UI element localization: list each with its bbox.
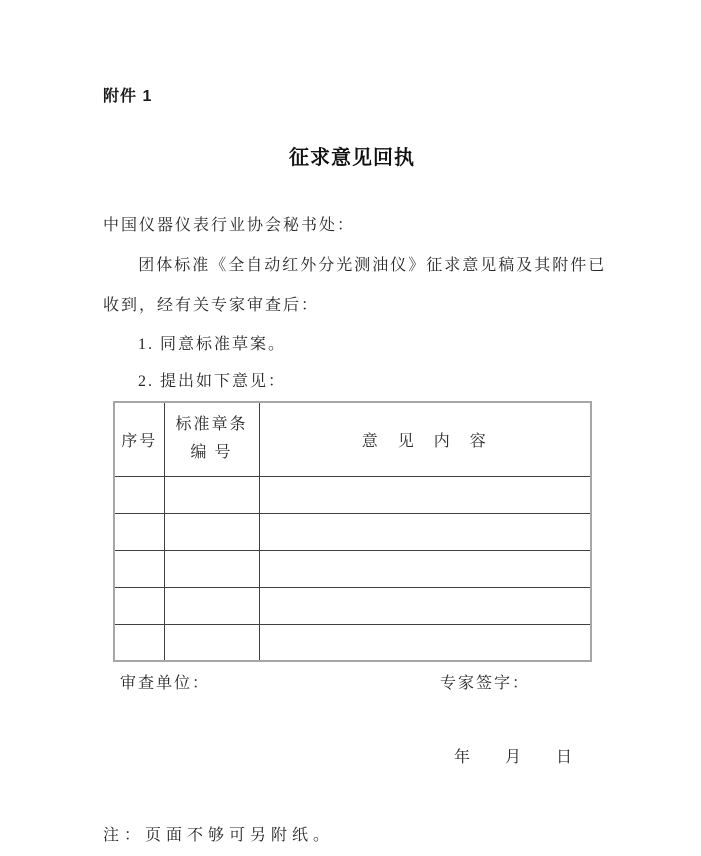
table-cell — [259, 587, 591, 624]
table-cell — [114, 587, 164, 624]
table-row — [114, 513, 591, 550]
header-serial-number: 序号 — [114, 402, 164, 476]
review-unit-label: 审查单位： — [120, 675, 211, 692]
header-clause-line2: 编 号 — [190, 444, 233, 462]
opinion-table-body — [114, 476, 591, 661]
header-opinion-content: 意 见 内 容 — [259, 402, 591, 476]
header-clause-line1: 标准章条 — [175, 416, 248, 434]
footnote: 注：页面不够可另附纸。 — [103, 827, 335, 844]
table-cell — [259, 550, 591, 587]
list-item-propose-opinions: 2. 提出如下意见： — [138, 373, 287, 390]
header-clause-number — [164, 402, 259, 476]
table-row — [114, 550, 591, 587]
table-cell — [164, 550, 259, 587]
opinion-table — [113, 401, 592, 662]
attachment-label: 附件 1 — [103, 88, 153, 105]
list-item-agree-draft: 1. 同意标准草案。 — [138, 336, 287, 353]
table-cell — [114, 476, 164, 513]
table-row — [114, 624, 591, 661]
table-cell — [114, 550, 164, 587]
expert-signature-label: 专家签字： — [439, 675, 530, 692]
table-cell — [164, 513, 259, 550]
table-row — [114, 476, 591, 513]
date-line: 年 月 日 — [453, 749, 573, 766]
table-cell — [259, 476, 591, 513]
salutation-line: 中国仪器仪表行业协会秘书处： — [103, 217, 356, 234]
body-paragraph: 团体标准《全自动红外分光测油仪》征求意见稿及其附件已收到，经有关专家审查后： — [103, 257, 607, 314]
table-row — [114, 587, 591, 624]
page-title: 征求意见回执 — [289, 147, 415, 169]
table-cell — [164, 624, 259, 661]
table-cell — [114, 513, 164, 550]
table-header-row — [114, 402, 591, 476]
table-cell — [259, 624, 591, 661]
table-cell — [164, 587, 259, 624]
table-cell — [114, 624, 164, 661]
signature-row — [103, 672, 601, 696]
table-cell — [164, 476, 259, 513]
table-cell — [259, 513, 591, 550]
